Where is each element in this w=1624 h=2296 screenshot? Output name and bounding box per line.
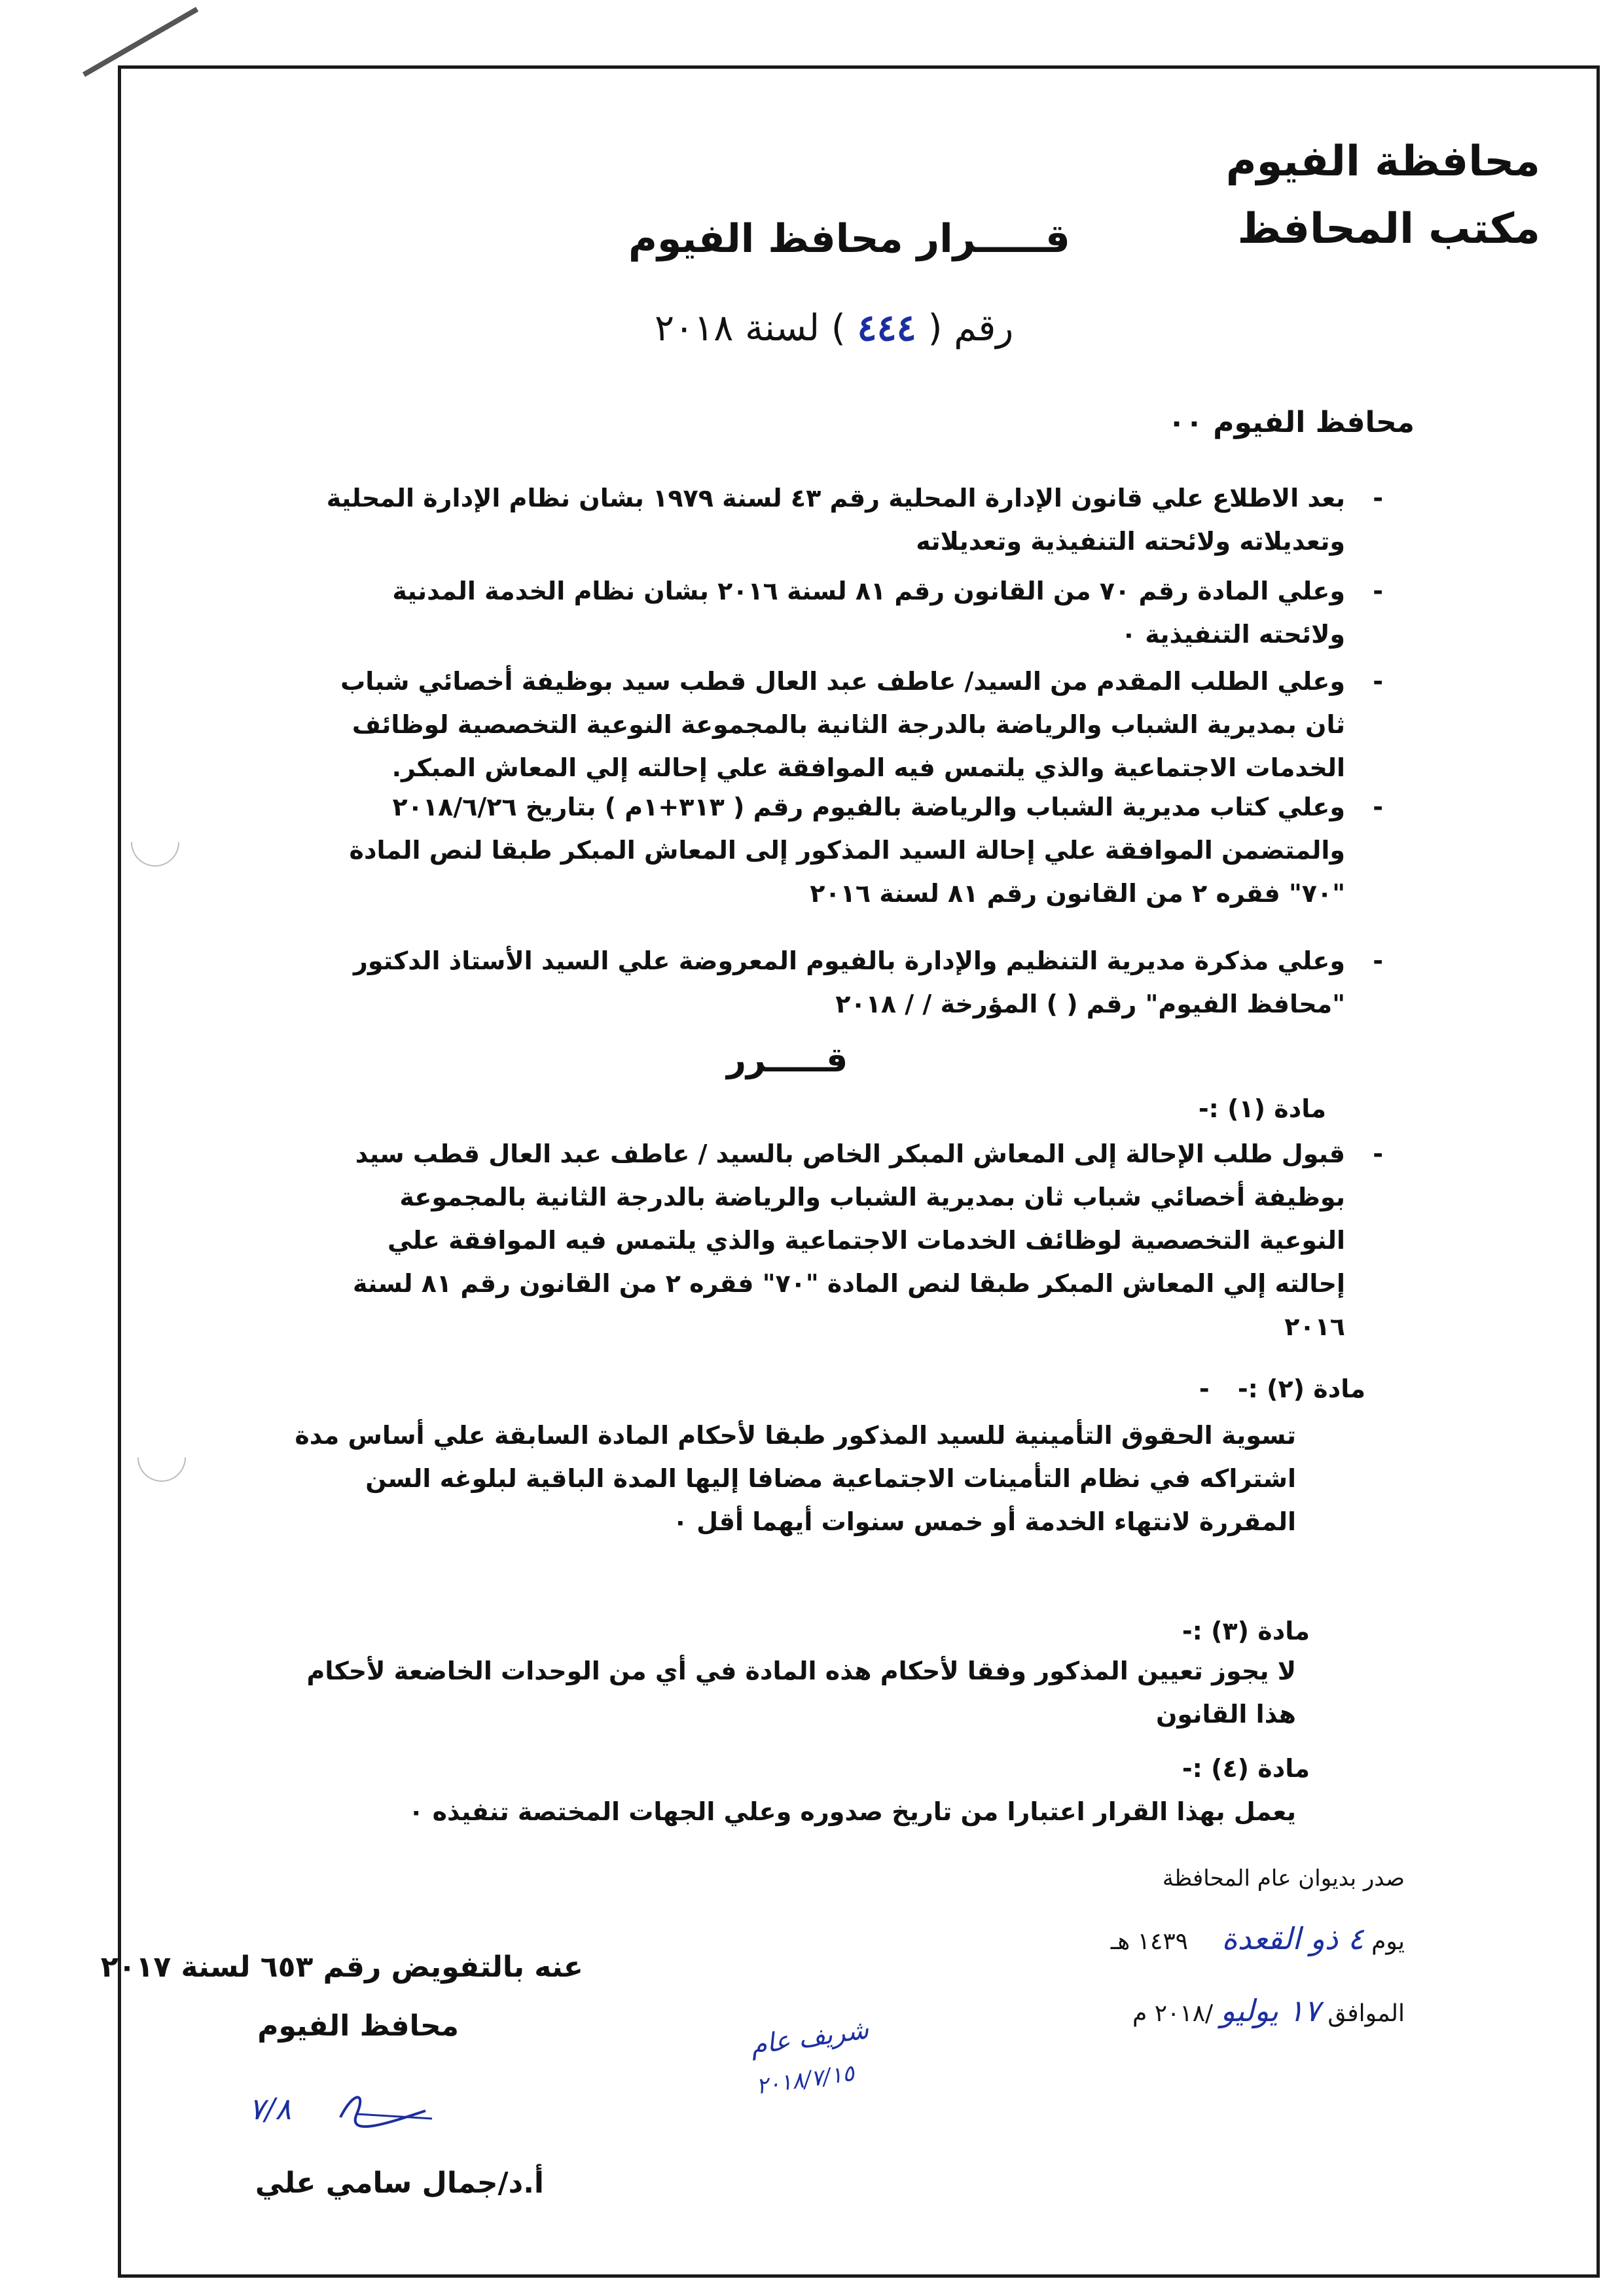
article-1-label: مادة (١) :- [1198,1094,1326,1123]
decision-heading: قـــــرر [727,1041,848,1080]
preamble-text: وعلي مذكرة مديرية التنظيم والإدارة بالفيوم المعروضة علي السيد الأستاذ الدكتور "محافظ الفيوم" رقم ( ) المؤرخة / / ٢٠١٨ [353,946,1345,1018]
issued-at: صدر بديوان عام المحافظة [1162,1865,1405,1892]
preamble-item [324,660,1383,789]
bullet: - [1373,667,1383,696]
decree-number-suffix: ) لسنة ٢٠١٨ [655,307,846,350]
preamble-text: وعلي كتاب مديرية الشباب والرياضة بالفيوم رقم ( ٣١٣+١م ) بتاريخ ٢٠١٨/٦/٢٦ والمتضمن الموافقة علي إحالة السيد المذكور إلى المعاش المبكر طبقا لنص المادة "٧٠" فقره ٢ من القانون رقم ٨١ لسنة ٢٠١٦ [349,793,1345,908]
preamble-text: وعلي المادة رقم ٧٠ من القانون رقم ٨١ لسنة ٢٠١٦ بشان نظام الخدمة المدنية ولائحته التنفيذية ٠ [392,577,1345,649]
gregorian-date: /٢٠١٨ م [1132,2000,1214,2027]
preamble-item [324,785,1383,915]
signatory-position: محافظ الفيوم [257,2009,459,2043]
addressee: محافظ الفيوم ٠٠ [1168,406,1415,439]
decree-number-handwritten: ٤٤٤ [857,306,916,350]
article-1-text: قبول طلب الإحالة إلى المعاش المبكر الخاص بالسيد / عاطف عبد العال قطب سيد بوظيفة أخصائي شباب ثان بمديرية الشباب والرياضة بالدرجة الثانية بالمجموعة النوعية التخصصية لوظائف الخدمات الاجتماعية والذي يلتمس فيه الموافقة علي إحالته إلي المعاش المبكر طبقا لنص المادة "٧٠" فقره ٢ من القانون رقم ٨١ لسنة ٢٠١٦ [352,1139,1345,1341]
signatory-name: أ.د/جمال سامي علي [255,2166,544,2200]
bullet: - [1373,484,1383,512]
preamble-text: وعلي الطلب المقدم من السيد/ عاطف عبد العال قطب سيد بوظيفة أخصائي شباب ثان بمديرية الشباب والرياضة بالدرجة الثانية بالمجموعة النوعية التخصصية لوظائف الخدمات الاجتماعية والذي يلتمس فيه الموافقة علي إحالته إلي المعاش المبكر. [340,667,1345,782]
bullet: - [1373,1139,1383,1168]
article-1-text-block [324,1132,1383,1348]
decree-number [655,306,1013,350]
governorate-name: محافظة الفيوم [1225,137,1540,186]
page-title: قـــــرار محافظ الفيوم [628,216,1070,262]
bullet: - [1199,1374,1210,1403]
bullet: - [1373,946,1383,975]
decree-number-prefix: رقم ( [928,307,1014,350]
hijri-year: ١٤٣٩ هـ [1110,1928,1189,1955]
bullet: - [1373,793,1383,821]
preamble-text: بعد الاطلاع علي قانون الإدارة المحلية رقم ٤٣ لسنة ١٩٧٩ بشان نظام الإدارة المحلية وتعديلاته ولائحته التنفيذية وتعديلاته [326,484,1345,556]
article-4-label: مادة (٤) :- [1182,1754,1310,1783]
signature [242,2085,439,2137]
hijri-date-row [1111,1921,1405,1956]
day-label: يوم [1371,1928,1405,1955]
article-2-label: مادة (٢) :- [1237,1374,1365,1403]
preamble-item [324,476,1383,563]
corresponding-handwritten: ١٧ يوليو [1220,1993,1320,2028]
delegation-line: عنه بالتفويض رقم ٦٥٣ لسنة ٢٠١٧ [100,1950,583,1984]
signature-initials: ٧/٨ [249,2091,291,2126]
office-name: مكتب المحافظ [1237,205,1540,253]
gregorian-date-row [1132,1993,1405,2028]
preamble-item [324,569,1383,656]
article-3-label: مادة (٣) :- [1182,1617,1310,1645]
article-4-text: يعمل بهذا القرار اعتبارا من تاريخ صدوره وعلي الجهات المختصة تنفيذه ٠ [408,1797,1296,1826]
preamble-item [324,939,1383,1026]
bullet: - [1373,577,1383,605]
day-handwritten: ٤ ذو القعدة [1221,1921,1364,1956]
article-2-label-row [1199,1374,1365,1403]
handwritten-note-line1: شريف عام [748,2014,871,2061]
corresponding-label: الموافق [1327,2000,1405,2027]
article-2-text: تسوية الحقوق التأمينية للسيد المذكور طبقا لأحكام المادة السابقة علي أساس مدة اشتراكه في نظام التأمينات الاجتماعية مضافا إليها المدة الباقية لبلوغه السن المقررة لانتهاء الخدمة أو خمس سنوات أيهما أقل ٠ [295,1421,1296,1536]
article-3-text: لا يجوز تعيين المذكور وفقا لأحكام هذه المادة في أي من الوحدات الخاضعة لأحكام هذا القانون [306,1657,1296,1729]
handwritten-note-line2: ٢٠١٨/٧/١٥ [754,2060,856,2100]
